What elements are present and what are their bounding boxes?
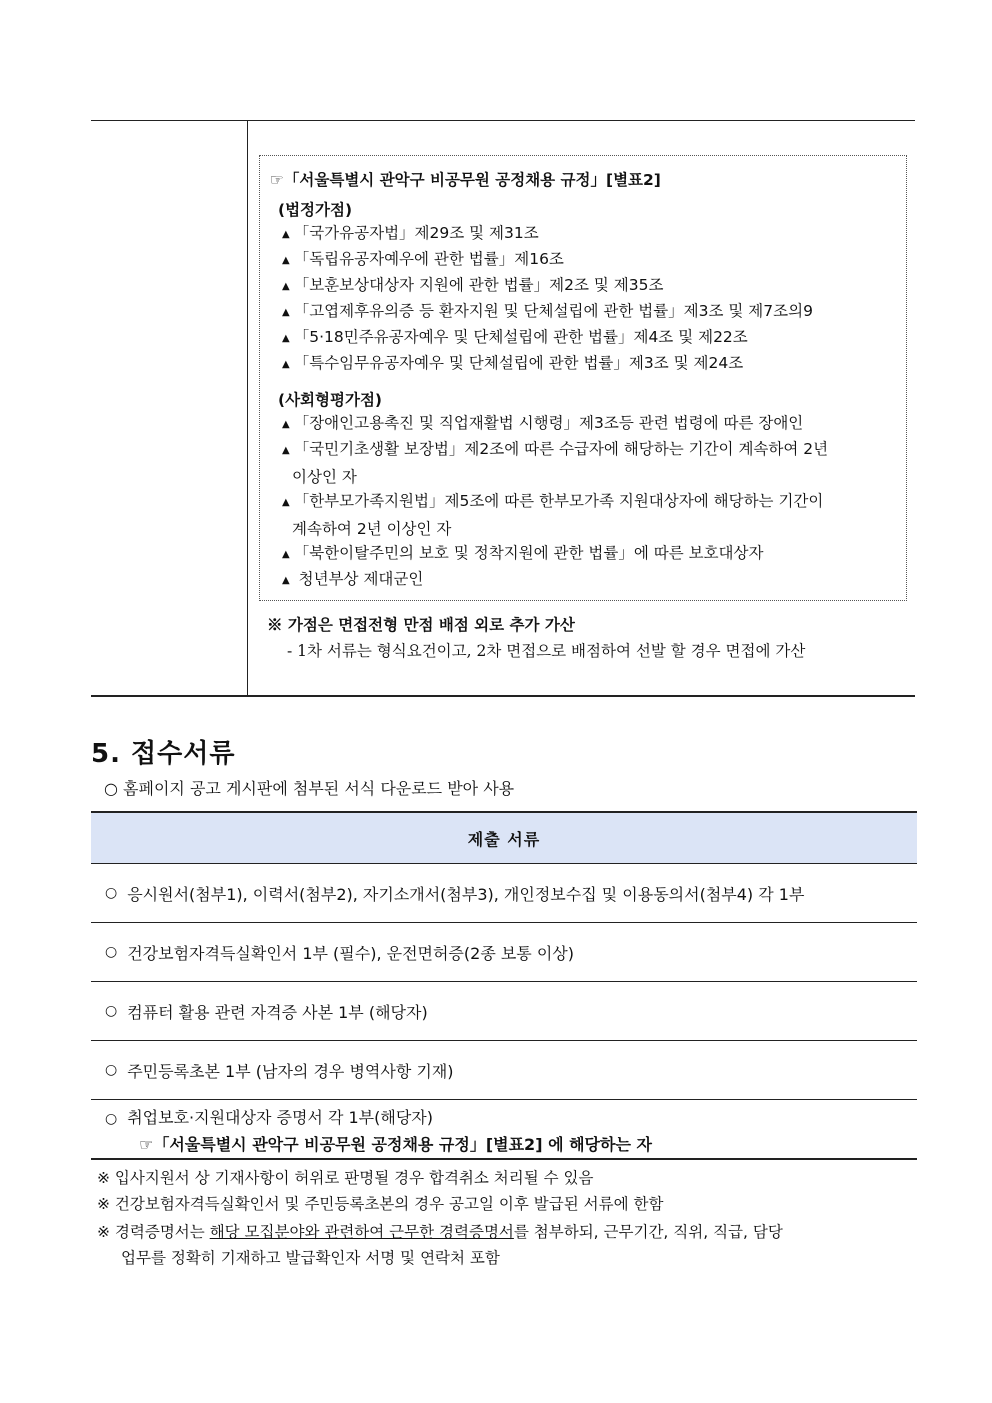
list-item: ▲ 「독립유공자예우에 관한 법률」제16조 xyxy=(282,250,564,268)
circle-icon: ○ xyxy=(105,885,118,901)
table-left-column xyxy=(91,121,248,695)
social-bonus-heading: (사회형평가점) xyxy=(278,391,383,409)
bonus-regulation-box xyxy=(259,155,907,601)
bonus-note-detail: - 1차 서류는 형식요건이고, 2차 면접으로 배점하여 선발 할 경우 면접에 가산 xyxy=(287,642,806,660)
circle-icon: ○ xyxy=(105,1003,118,1019)
circle-icon: ○ xyxy=(105,1062,118,1078)
triangle-icon: ▲ xyxy=(282,445,290,456)
footnote: ※ 입사지원서 상 기재사항이 허위로 판명될 경우 합격취소 처리될 수 있음 xyxy=(97,1169,594,1187)
section-title: 5. 접수서류 xyxy=(91,739,236,769)
table-row: ○ 취업보호·지원대상자 증명서 각 1부(해당자) ☞「서울특별시 관악구 비공무원 공정채용 규정」[별표2] 에 해당하는 자 xyxy=(91,1100,917,1158)
table-row: ○ 응시원서(첨부1), 이력서(첨부2), 자기소개서(첨부3), 개인정보수집 및 이용동의서(첨부4) 각 1부 xyxy=(91,864,917,923)
box-title: ☞「서울특별시 관악구 비공무원 공정채용 규정」[별표2] xyxy=(270,171,661,189)
triangle-icon: ▲ xyxy=(282,229,290,240)
triangle-icon: ▲ xyxy=(282,497,290,508)
list-item: ▲ 청년부상 제대군인 xyxy=(282,570,424,588)
triangle-icon: ▲ xyxy=(282,307,290,318)
triangle-icon: ▲ xyxy=(282,281,290,292)
list-item: ▲ 「한부모가족지원법」제5조에 따른 한부모가족 지원대상자에 해당하는 기간이 계속하여 2년 이상인 자 xyxy=(282,492,824,538)
table-row: ○ 주민등록초본 1부 (남자의 경우 병역사항 기재) xyxy=(91,1041,917,1100)
table-row: ○ 건강보험자격득실확인서 1부 (필수), 운전면허증(2종 보통 이상) xyxy=(91,923,917,982)
triangle-icon: ▲ xyxy=(282,575,290,586)
list-item: ▲ 「5·18민주유공자예우 및 단체설립에 관한 법률」제4조 및 제22조 xyxy=(282,328,748,346)
triangle-icon: ▲ xyxy=(282,333,290,344)
documents-table xyxy=(91,811,917,1160)
triangle-icon: ▲ xyxy=(282,359,290,370)
regulation-reference: ☞「서울특별시 관악구 비공무원 공정채용 규정」[별표2] 에 해당하는 자 xyxy=(139,1135,652,1154)
bonus-points-table xyxy=(91,120,915,697)
footnote: ※ 경력증명서는 해당 모집분야와 관련하여 근무한 경력증명서를 첨부하되, 근무기간, 직위, 직급, 담당 업무를 정확히 기재하고 발급확인자 서명 및 연락처 포함 xyxy=(97,1223,783,1267)
table-header: 제출 서류 xyxy=(91,813,917,864)
triangle-icon: ▲ xyxy=(282,255,290,266)
section-subtitle: ○ 홈페이지 공고 게시판에 첨부된 서식 다운로드 받아 사용 xyxy=(104,779,515,798)
list-item: ▲ 「국가유공자법」제29조 및 제31조 xyxy=(282,224,539,242)
table-row: ○ 컴퓨터 활용 관련 자격증 사본 1부 (해당자) xyxy=(91,982,917,1041)
list-item: ▲ 「보훈보상대상자 지원에 관한 법률」제2조 및 제35조 xyxy=(282,276,664,294)
triangle-icon: ▲ xyxy=(282,549,290,560)
legal-bonus-heading: (법정가점) xyxy=(278,201,353,219)
list-item: ▲ 「특수임무유공자예우 및 단체설립에 관한 법률」제3조 및 제24조 xyxy=(282,354,744,372)
bonus-note: ※ 가점은 면접전형 만점 배점 외로 추가 가산 xyxy=(267,615,575,634)
list-item: ▲ 「고엽제후유의증 등 환자지원 및 단체설립에 관한 법률」제3조 및 제7조의9 xyxy=(282,302,813,320)
circle-icon: ○ xyxy=(105,944,118,960)
list-item: ▲ 「북한이탈주민의 보호 및 정착지원에 관한 법률」에 따른 보호대상자 xyxy=(282,544,764,562)
list-item: ▲ 「장애인고용촉진 및 직업재활법 시행령」제3조등 관련 법령에 따른 장애인 xyxy=(282,414,804,432)
footnote: ※ 건강보험자격득실확인서 및 주민등록초본의 경우 공고일 이후 발급된 서류에 한함 xyxy=(97,1195,664,1213)
circle-icon: ○ xyxy=(105,1111,118,1127)
list-item: ▲ 「국민기초생활 보장법」제2조에 따른 수급자에 해당하는 기간이 계속하여 2년 이상인 자 xyxy=(282,440,829,486)
triangle-icon: ▲ xyxy=(282,419,290,430)
